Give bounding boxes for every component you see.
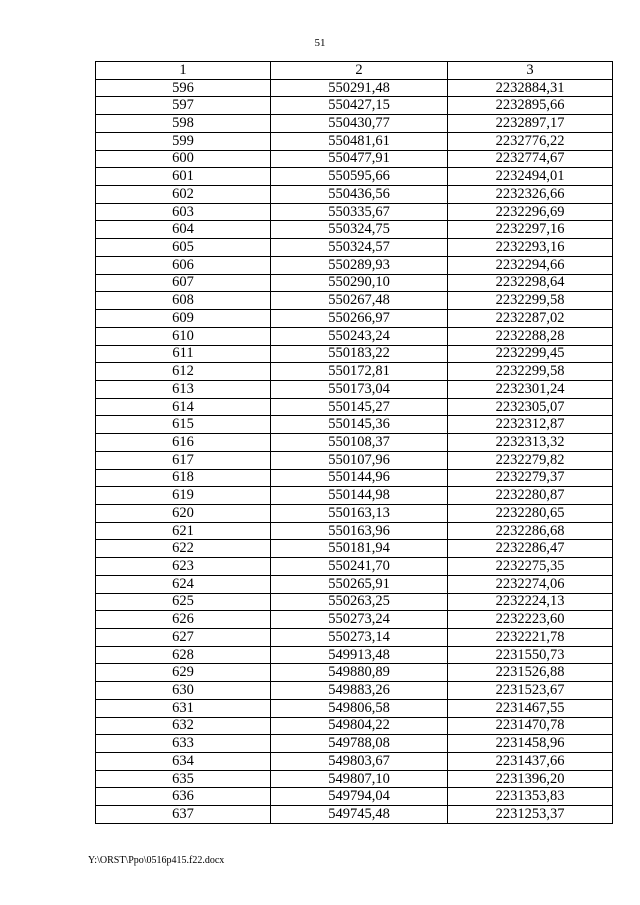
x-coordinate-cell: 550144,96: [271, 469, 448, 487]
y-coordinate-cell: 2232275,35: [448, 558, 613, 576]
x-coordinate-cell: 550477,91: [271, 150, 448, 168]
x-coordinate-cell: 550243,24: [271, 327, 448, 345]
x-coordinate-cell: 550430,77: [271, 115, 448, 133]
table-row: [96, 664, 613, 682]
table-row: [96, 239, 613, 257]
x-coordinate-cell: 549745,48: [271, 806, 448, 824]
x-coordinate-cell: 550266,97: [271, 310, 448, 328]
x-coordinate-cell: 549804,22: [271, 717, 448, 735]
y-coordinate-cell: 2231470,78: [448, 717, 613, 735]
x-coordinate-cell: 550436,56: [271, 186, 448, 204]
y-coordinate-cell: 2231396,20: [448, 770, 613, 788]
y-coordinate-cell: 2231550,73: [448, 646, 613, 664]
point-number-cell: 596: [96, 79, 271, 97]
y-coordinate-cell: 2232280,87: [448, 487, 613, 505]
x-coordinate-cell: 550595,66: [271, 168, 448, 186]
point-number-cell: 607: [96, 274, 271, 292]
table-row: [96, 256, 613, 274]
y-coordinate-cell: 2232274,06: [448, 575, 613, 593]
x-coordinate-cell: 550324,57: [271, 239, 448, 257]
y-coordinate-cell: 2231526,88: [448, 664, 613, 682]
y-coordinate-cell: 2231437,66: [448, 753, 613, 771]
point-number-cell: 619: [96, 487, 271, 505]
x-coordinate-cell: 549788,08: [271, 735, 448, 753]
point-number-cell: 615: [96, 416, 271, 434]
x-coordinate-cell: 550172,81: [271, 363, 448, 381]
y-coordinate-cell: 2232301,24: [448, 380, 613, 398]
table-row: [96, 806, 613, 824]
table-body: [96, 79, 613, 823]
x-coordinate-cell: 550173,04: [271, 380, 448, 398]
x-coordinate-cell: 549880,89: [271, 664, 448, 682]
point-number-cell: 616: [96, 434, 271, 452]
x-coordinate-cell: 550144,98: [271, 487, 448, 505]
y-coordinate-cell: 2232305,07: [448, 398, 613, 416]
point-number-cell: 604: [96, 221, 271, 239]
point-number-cell: 605: [96, 239, 271, 257]
point-number-cell: 625: [96, 593, 271, 611]
y-coordinate-cell: 2232326,66: [448, 186, 613, 204]
x-coordinate-cell: 550163,13: [271, 504, 448, 522]
table-row: [96, 646, 613, 664]
table-row: [96, 522, 613, 540]
file-path-footer: Y:\ORST\Ppo\0516p415.f22.docx: [88, 855, 225, 866]
table-row: [96, 345, 613, 363]
point-number-cell: 621: [96, 522, 271, 540]
y-coordinate-cell: 2232287,02: [448, 310, 613, 328]
table-row: [96, 327, 613, 345]
table-row: [96, 132, 613, 150]
point-number-cell: 631: [96, 699, 271, 717]
y-coordinate-cell: 2231458,96: [448, 735, 613, 753]
x-coordinate-cell: 550265,91: [271, 575, 448, 593]
point-number-cell: 635: [96, 770, 271, 788]
y-coordinate-cell: 2232895,66: [448, 97, 613, 115]
x-coordinate-cell: 550145,36: [271, 416, 448, 434]
table-row: [96, 150, 613, 168]
y-coordinate-cell: 2232293,16: [448, 239, 613, 257]
x-coordinate-cell: 550427,15: [271, 97, 448, 115]
point-number-cell: 632: [96, 717, 271, 735]
table-row: [96, 593, 613, 611]
y-coordinate-cell: 2232494,01: [448, 168, 613, 186]
y-coordinate-cell: 2232221,78: [448, 629, 613, 647]
column-header-3: 3: [448, 62, 613, 80]
point-number-cell: 612: [96, 363, 271, 381]
point-number-cell: 620: [96, 504, 271, 522]
point-number-cell: 624: [96, 575, 271, 593]
page-number: 51: [314, 37, 326, 49]
y-coordinate-cell: 2232223,60: [448, 611, 613, 629]
x-coordinate-cell: 550183,22: [271, 345, 448, 363]
column-header-2: 2: [271, 62, 448, 80]
point-number-cell: 613: [96, 380, 271, 398]
table-row: [96, 770, 613, 788]
y-coordinate-cell: 2231467,55: [448, 699, 613, 717]
table-row: [96, 629, 613, 647]
point-number-cell: 618: [96, 469, 271, 487]
table-row: [96, 434, 613, 452]
point-number-cell: 637: [96, 806, 271, 824]
point-number-cell: 622: [96, 540, 271, 558]
table-row: [96, 540, 613, 558]
table-row: [96, 203, 613, 221]
x-coordinate-cell: 550107,96: [271, 451, 448, 469]
table-row: [96, 487, 613, 505]
point-number-cell: 627: [96, 629, 271, 647]
table-row: [96, 451, 613, 469]
y-coordinate-cell: 2232279,82: [448, 451, 613, 469]
y-coordinate-cell: 2232288,28: [448, 327, 613, 345]
point-number-cell: 623: [96, 558, 271, 576]
table-row: [96, 398, 613, 416]
table-row: [96, 221, 613, 239]
table-row: [96, 416, 613, 434]
x-coordinate-cell: 550273,14: [271, 629, 448, 647]
x-coordinate-cell: 550335,67: [271, 203, 448, 221]
table-header-row: [96, 62, 613, 80]
x-coordinate-cell: 550263,25: [271, 593, 448, 611]
x-coordinate-cell: 550273,24: [271, 611, 448, 629]
point-number-cell: 600: [96, 150, 271, 168]
table-row: [96, 788, 613, 806]
table-row: [96, 186, 613, 204]
column-header-1: 1: [96, 62, 271, 80]
y-coordinate-cell: 2232280,65: [448, 504, 613, 522]
point-number-cell: 609: [96, 310, 271, 328]
y-coordinate-cell: 2232294,66: [448, 256, 613, 274]
x-coordinate-cell: 549913,48: [271, 646, 448, 664]
point-number-cell: 633: [96, 735, 271, 753]
y-coordinate-cell: 2232312,87: [448, 416, 613, 434]
point-number-cell: 629: [96, 664, 271, 682]
x-coordinate-cell: 550289,93: [271, 256, 448, 274]
table-row: [96, 274, 613, 292]
coordinates-table: [95, 61, 613, 824]
table-row: [96, 115, 613, 133]
x-coordinate-cell: 550291,48: [271, 79, 448, 97]
table-row: [96, 310, 613, 328]
x-coordinate-cell: 550481,61: [271, 132, 448, 150]
point-number-cell: 597: [96, 97, 271, 115]
point-number-cell: 611: [96, 345, 271, 363]
y-coordinate-cell: 2232313,32: [448, 434, 613, 452]
point-number-cell: 603: [96, 203, 271, 221]
y-coordinate-cell: 2231523,67: [448, 682, 613, 700]
y-coordinate-cell: 2232298,64: [448, 274, 613, 292]
y-coordinate-cell: 2232297,16: [448, 221, 613, 239]
point-number-cell: 598: [96, 115, 271, 133]
x-coordinate-cell: 549806,58: [271, 699, 448, 717]
x-coordinate-cell: 550163,96: [271, 522, 448, 540]
x-coordinate-cell: 550145,27: [271, 398, 448, 416]
x-coordinate-cell: 549803,67: [271, 753, 448, 771]
table-row: [96, 682, 613, 700]
point-number-cell: 610: [96, 327, 271, 345]
point-number-cell: 628: [96, 646, 271, 664]
y-coordinate-cell: 2232224,13: [448, 593, 613, 611]
point-number-cell: 630: [96, 682, 271, 700]
point-number-cell: 608: [96, 292, 271, 310]
table-row: [96, 699, 613, 717]
point-number-cell: 617: [96, 451, 271, 469]
table-row: [96, 558, 613, 576]
y-coordinate-cell: 2231253,37: [448, 806, 613, 824]
y-coordinate-cell: 2232286,68: [448, 522, 613, 540]
table-row: [96, 469, 613, 487]
x-coordinate-cell: 550267,48: [271, 292, 448, 310]
table-row: [96, 717, 613, 735]
point-number-cell: 614: [96, 398, 271, 416]
point-number-cell: 636: [96, 788, 271, 806]
table-row: [96, 292, 613, 310]
point-number-cell: 601: [96, 168, 271, 186]
table-row: [96, 168, 613, 186]
x-coordinate-cell: 549807,10: [271, 770, 448, 788]
table-row: [96, 735, 613, 753]
x-coordinate-cell: 550181,94: [271, 540, 448, 558]
point-number-cell: 634: [96, 753, 271, 771]
point-number-cell: 626: [96, 611, 271, 629]
y-coordinate-cell: 2232299,58: [448, 292, 613, 310]
x-coordinate-cell: 550324,75: [271, 221, 448, 239]
y-coordinate-cell: 2232897,17: [448, 115, 613, 133]
y-coordinate-cell: 2232279,37: [448, 469, 613, 487]
y-coordinate-cell: 2232286,47: [448, 540, 613, 558]
table-row: [96, 79, 613, 97]
y-coordinate-cell: 2232296,69: [448, 203, 613, 221]
x-coordinate-cell: 550108,37: [271, 434, 448, 452]
table-row: [96, 575, 613, 593]
x-coordinate-cell: 550290,10: [271, 274, 448, 292]
x-coordinate-cell: 549794,04: [271, 788, 448, 806]
point-number-cell: 602: [96, 186, 271, 204]
table-row: [96, 753, 613, 771]
y-coordinate-cell: 2232774,67: [448, 150, 613, 168]
table-row: [96, 380, 613, 398]
point-number-cell: 599: [96, 132, 271, 150]
y-coordinate-cell: 2232299,58: [448, 363, 613, 381]
x-coordinate-cell: 549883,26: [271, 682, 448, 700]
y-coordinate-cell: 2231353,83: [448, 788, 613, 806]
x-coordinate-cell: 550241,70: [271, 558, 448, 576]
table-row: [96, 504, 613, 522]
y-coordinate-cell: 2232299,45: [448, 345, 613, 363]
table-row: [96, 97, 613, 115]
table-row: [96, 363, 613, 381]
table-row: [96, 611, 613, 629]
y-coordinate-cell: 2232884,31: [448, 79, 613, 97]
point-number-cell: 606: [96, 256, 271, 274]
y-coordinate-cell: 2232776,22: [448, 132, 613, 150]
